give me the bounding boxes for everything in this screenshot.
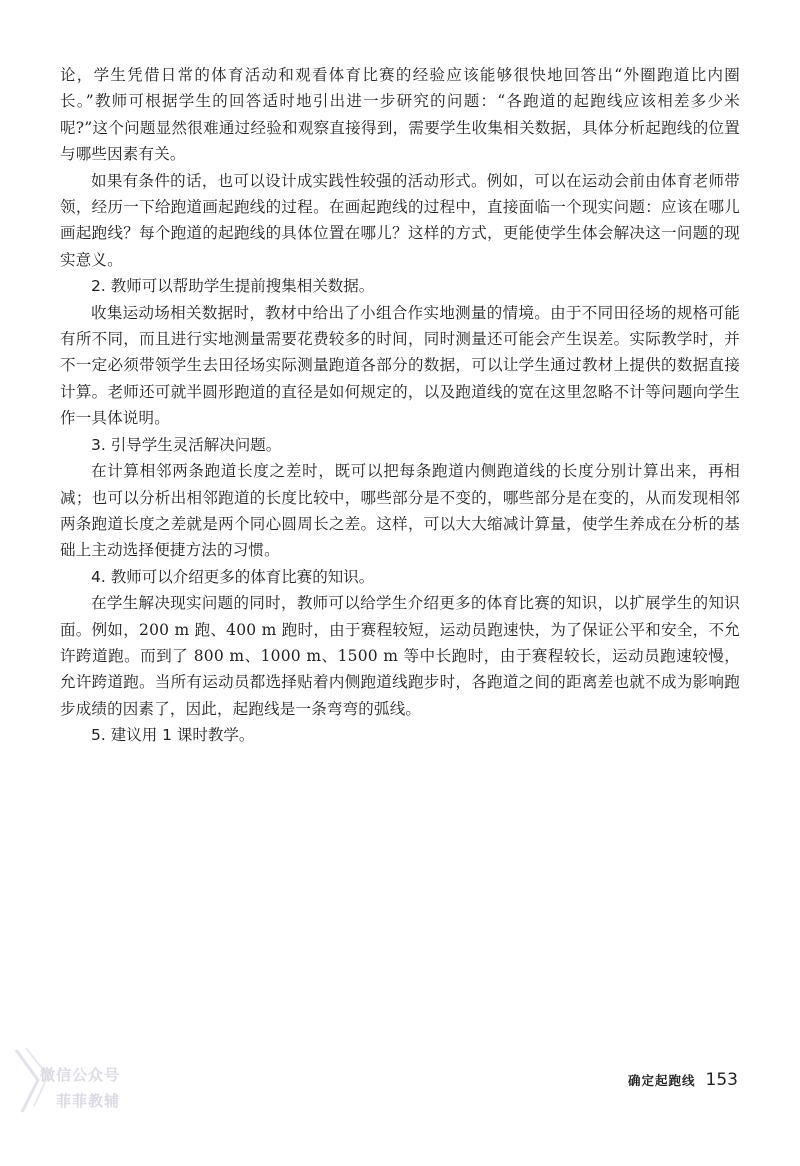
paragraph-problem-solving: 在计算相邻两条跑道长度之差时，既可以把每条跑道内侧跑道线的长度分别计算出来，再相减；也可以分析出相邻跑道的长度比较中，哪些部分是不变的，哪些部分是在变的，从而发现相邻两条跑道长度之差就是两个同心圆周长之差。这样，可以大大缩减计算量，使学生养成在分析的基础上主动选择便捷方法的习惯。 (60, 462, 740, 560)
watermark (8, 1040, 158, 1125)
paragraph-continuation: 论，学生凭借日常的体育活动和观看体育比赛的经验应该能够很快地回答出“外圈跑道比内圈长。”教师可根据学生的回答适时地引出进一步研究的问题：“各跑道的起跑线应该相差多少米呢?”这个问题显然很难通过经验和观察直接得到，需要学生收集相关数据，具体分析起跑线的位置与哪些因素有关。 (60, 66, 740, 164)
section-heading-4: 4. 教师可以介绍更多的体育比赛的知识。 (91, 567, 375, 586)
page-body (60, 62, 740, 749)
paragraph-data-collection: 收集运动场相关数据时，教材中给出了小组合作实地测量的情境。由于不同田径场的规格可能有所不同，而且进行实地测量需要花费较多的时间，同时测量还可能会产生误差。实际教学时，并不一定必须带领学生去田径场实际测量跑道各部分的数据，可以让学生通过教材上提供的数据直接计算。老师还可就半圆形跑道的直径是如何规定的，以及跑道线的宽在这里忽略不计等问题向学生作一具体说明。 (60, 303, 740, 428)
section-heading-5: 5. 建议用 1 课时教学。 (91, 726, 255, 745)
footer-section-title: 确定起跑线 (628, 1073, 696, 1088)
section-heading-3: 3. 引导学生灵活解决问题。 (91, 435, 282, 454)
section-heading-2: 2. 教师可以帮助学生提前搜集相关数据。 (91, 277, 375, 296)
paragraph-practice-activity: 如果有条件的话，也可以设计成实践性较强的活动形式。例如，可以在运动会前由体育老师带领，经历一下给跑道画起跑线的过程。在画起跑线的过程中，直接面临一个现实问题：应该在哪儿画起跑线？每个跑道的起跑线的具体位置在哪儿？这样的方式，更能使学生体会解决这一问题的现实意义。 (60, 171, 740, 269)
page-number: 153 (705, 1070, 738, 1090)
page-footer (628, 1070, 738, 1090)
watermark-line1: 微信公众号 (40, 1066, 121, 1084)
watermark-line2: 菲菲教辅 (56, 1092, 121, 1110)
paragraph-sports-knowledge: 在学生解决现实问题的同时，教师可以给学生介绍更多的体育比赛的知识，以扩展学生的知识面。例如，200 m 跑、400 m 跑时，由于赛程较短，运动员跑速快，为了保证公平和安全，不允许跨道跑。而到了 800 m、1000 m、1500 m 等中长跑时，由于赛程较长，运动员跑速较慢，允许跨道跑。当所有运动员都选择贴着内侧跑道线跑步时，各跑道之间的距离差也就不成为影响跑步成绩的因素了，因此，起跑线是一条弯弯的弧线。 (60, 594, 740, 718)
